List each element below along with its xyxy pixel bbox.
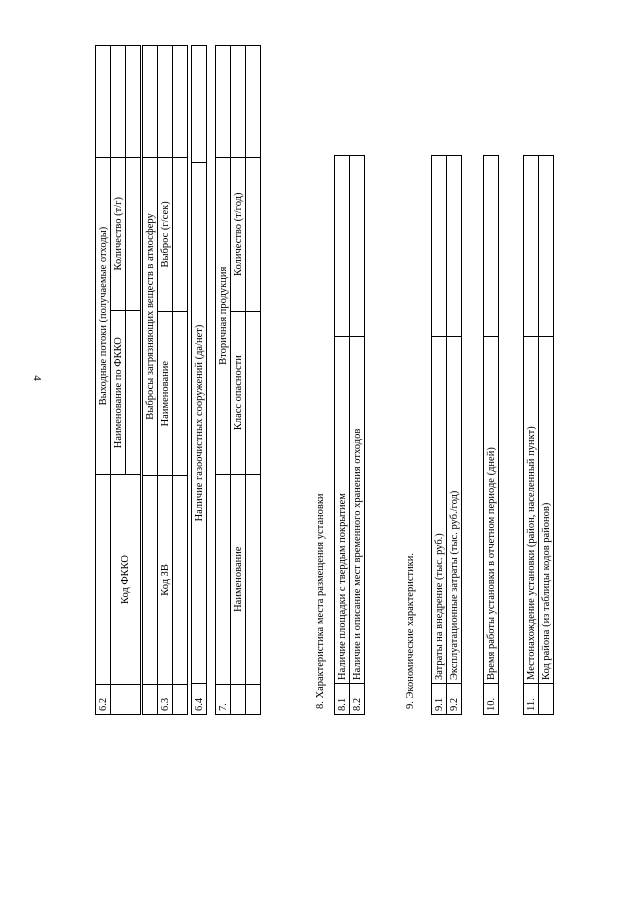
section-6-2 [95,45,141,715]
outputs-group-header: Выходные потоки (получаемые отходы) [96,157,111,475]
operating-days-label: Время работы установки в отчетном периоде (дней) [484,337,499,684]
row-number: 8.2 [350,684,365,715]
fkko-name-header: Наименование по ФККО [111,310,126,475]
emission-header: Выброс (г/сек) [158,157,173,311]
fkko-code-header: Код ФККО [111,475,141,684]
district-code-label: Код района (из таблицы кодов районов) [539,337,554,684]
section-9-title: 9. Экономические характеристики. [405,552,416,709]
location-label: Местонахождение установки (район, населенный пункт) [524,337,539,684]
section-6-4 [191,45,207,715]
emissions-group-header: Выбросы загрязняющих веществ в атмосферу [143,157,158,476]
section-6-3 [142,45,188,715]
row-number: 8.1 [335,684,350,715]
implementation-cost-label: Затраты на внедрение (тыс. руб.) [432,337,447,684]
product-name-header: Наименование [231,474,246,684]
row-number: 6.4 [192,684,207,715]
section-7 [215,45,261,715]
section-9-table [431,155,462,715]
row-number: 7. [216,684,231,714]
section-10 [483,155,499,715]
row-number: 10. [484,684,499,715]
row-number: 9.2 [447,684,462,715]
row-number: 6.2 [96,684,111,714]
waste-storage-label: Наличие и описание мест временного хранения отходов [350,337,365,684]
gas-cleaning-label: Наличие газоочистных сооружений (да/нет) [192,163,207,684]
pollutant-code-header: Код ЗВ [158,476,173,684]
row-number: 6.3 [158,684,173,714]
row-number: 9.1 [432,684,447,715]
secondary-products-header: Вторичная продукция [216,157,231,474]
pollutant-name-header: Наименование [158,312,173,476]
hard-surface-label: Наличие площадки с твердым покрытием [335,337,350,684]
row-number: 11. [524,684,539,715]
hazard-class-header: Класс опасности [231,311,246,474]
section-8-title: 8. Характеристика места размещения установки [315,493,326,709]
section-11 [523,155,554,715]
rotated-sheet [95,45,615,715]
page-number: 4 [30,375,43,381]
quantity-header: Количество (т/г) [111,157,126,310]
section-8-table [334,155,365,715]
operating-cost-label: Эксплуатационные затраты (тыс. руб./год) [447,337,462,684]
product-quantity-header: Количество (т/год) [231,157,246,311]
